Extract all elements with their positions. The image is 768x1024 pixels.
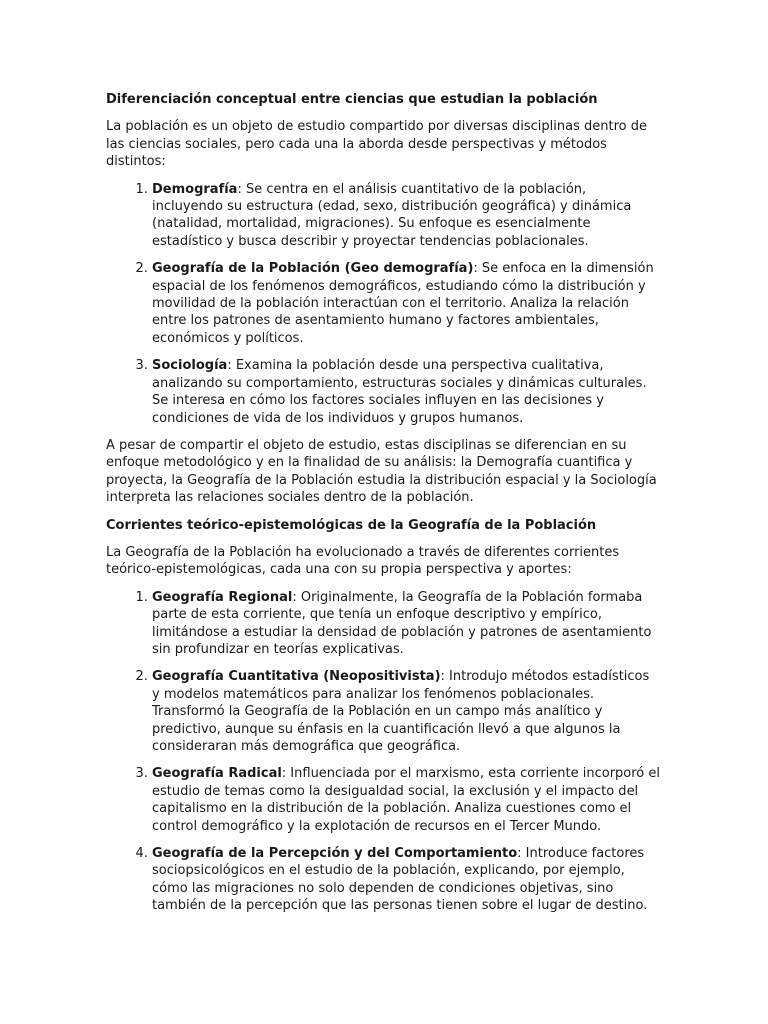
list-item bbox=[152, 845, 660, 915]
item-term: Geografía de la Percepción y del Comportamiento bbox=[152, 846, 518, 862]
item-text: : Examina la población desde una perspectiva cualitativa, analizando su comportamiento, estructuras sociales y dinámicas culturales. Se interesa en cómo los factores sociales influyen en las decisiones y condiciones de vida de los individuos y grupos humanos. bbox=[152, 358, 647, 426]
list-item bbox=[152, 668, 660, 755]
item-text: : Introduce factores sociopsicológicos en el estudio de la población, explicando, por ejemplo, cómo las migraciones no solo dependen de condiciones objetivas, sino también de la percepción que las personas tienen sobre el lugar de destino. bbox=[152, 846, 648, 914]
item-text: : Influenciada por el marxismo, esta corriente incorporó el estudio de temas como la desigualdad social, la exclusión y el impacto del capitalismo en la distribución de la población. Analiza cuestiones como el control demográfico y la explotación de recursos en el Tercer Mundo. bbox=[152, 766, 660, 834]
item-text: : Originalmente, la Geografía de la Población formaba parte de esta corriente, que tenía un enfoque descriptivo y empírico, limitándose a estudiar la densidad de población y patrones de asentamiento sin profundizar en teorías explicativas. bbox=[152, 589, 652, 657]
item-term: Demografía bbox=[152, 181, 238, 197]
section-conclusion-differentiation: A pesar de compartir el objeto de estudio, estas disciplinas se diferencian en su enfoque metodológico y en la finalidad de su análisis: la Demografía cuantifica y proyecta, la Geografía de la Población estudia la distribución espacial y la Sociología interpreta las relaciones sociales dentro de la población. bbox=[106, 437, 657, 506]
item-term: Geografía Radical bbox=[152, 766, 282, 782]
list-item bbox=[152, 765, 660, 835]
list-item bbox=[152, 181, 660, 251]
disciplines-list bbox=[106, 181, 660, 427]
list-item bbox=[152, 589, 660, 659]
item-term: Geografía Cuantitativa (Neopositivista) bbox=[152, 669, 441, 685]
section-heading-differentiation: Diferenciación conceptual entre ciencias que estudian la población bbox=[106, 92, 598, 107]
item-text: : Se enfoca en la dimensión espacial de los fenómenos demográficos, estudiando cómo la distribución y movilidad de la población interactúan con el territorio. Analiza la relación entre los patrones de asentamiento humano y factores ambientales, económicos y políticos. bbox=[152, 261, 654, 346]
currents-list bbox=[106, 589, 660, 915]
section-intro-differentiation: La población es un objeto de estudio compartido por diversas disciplinas dentro de las ciencias sociales, pero cada una la aborda desde perspectivas y métodos distintos: bbox=[106, 119, 647, 170]
item-term: Sociología bbox=[152, 358, 228, 374]
item-text: : Se centra en el análisis cuantitativo de la población, incluyendo su estructura (edad, sexo, distribución geográfica) y dinámica (natalidad, mortalidad, migraciones). Su enfoque es esencialmente estadístico y busca describir y proyectar tendencias poblacionales. bbox=[152, 181, 632, 249]
list-item bbox=[152, 357, 660, 427]
item-term: Geografía de la Población (Geo demografía) bbox=[152, 261, 474, 277]
section-intro-currents: La Geografía de la Población ha evolucionado a través de diferentes corrientes teórico-epistemológicas, cada una con su propia perspectiva y aportes: bbox=[106, 544, 620, 578]
list-item bbox=[152, 260, 660, 347]
item-text: : Introdujo métodos estadísticos y modelos matemáticos para analizar los fenómenos poblacionales. Transformó la Geografía de la Población en un campo más analítico y predictivo, aunque su énfasis en la cuantificación llevó a que algunos la consideraran más demográfica que geográfica. bbox=[152, 669, 650, 754]
section-heading-currents: Corrientes teórico-epistemológicas de la Geografía de la Población bbox=[106, 517, 597, 533]
item-term: Geografía Regional bbox=[152, 589, 293, 605]
